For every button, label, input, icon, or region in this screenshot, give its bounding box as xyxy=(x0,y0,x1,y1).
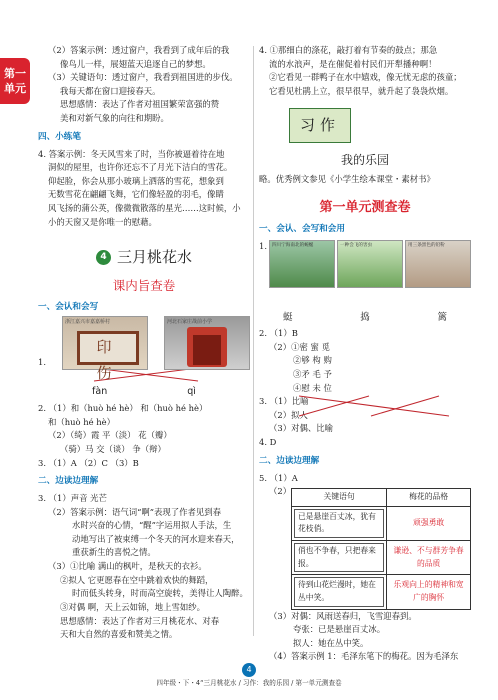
photo-insect-1 xyxy=(269,240,335,288)
table-cell-answer: 谦逊、不与群芳争春的品质 xyxy=(387,541,471,575)
table-header: 梅花的品格 xyxy=(387,489,471,507)
match-label: 捣 xyxy=(360,311,370,323)
answer-line: 仰起脸，你会从那小玻璃上洒落的雪花，想象到 xyxy=(48,175,224,186)
meihua-table xyxy=(291,488,471,609)
answer-line: 像鸟儿一样，展翅蓝天追逐自己的梦想。 xyxy=(60,58,211,69)
photo-fence xyxy=(405,240,471,288)
answer-line: 4. D xyxy=(259,437,277,447)
answer-line: 拟人：她在丛中笑。 xyxy=(293,637,369,648)
match-label: 篱 xyxy=(437,311,447,323)
q1-label: 1. xyxy=(259,240,267,251)
answer-line: （2）答案示例：透过窗户，我看到了成年后的我 xyxy=(48,45,230,55)
answer-line: 我每天都在窗口迎接春天。 xyxy=(60,85,161,96)
table-cell-answer: 顽强勇敢 xyxy=(387,506,471,540)
xizuo-banner xyxy=(259,108,471,142)
answer-line: （2）拟人 xyxy=(269,409,308,420)
answer-line: 流的水浪声，是在催促着村民们开犁播种啊！ xyxy=(269,58,437,69)
pinyin-option: fàn xyxy=(92,385,108,397)
photo-plaque xyxy=(62,316,148,382)
xizuo-label: 习作 xyxy=(289,108,351,142)
q1-label: 1. xyxy=(38,357,46,368)
table-row xyxy=(292,575,471,609)
photo-gate xyxy=(164,316,250,370)
answer-line: 洞似的屋里，也许你还忘不了月光下洁白的雪花。 xyxy=(48,162,233,173)
answer-line: ②够 构 购 xyxy=(293,355,332,366)
section-heading-yuedu: 二、边读边理解 xyxy=(38,476,99,487)
answer-line: （2）答案示例：语气词“啊”表现了作者见到春 xyxy=(48,506,222,517)
answer-line: （2） xyxy=(269,486,292,497)
answer-line: ②它看见一群鸭子在水中嬉戏，像无忧无虑的孩童； xyxy=(269,72,462,83)
table-header: 关键语句 xyxy=(292,489,387,507)
plaque-sign: 印 伤 xyxy=(77,331,139,365)
answer-line: 3. （1）声音 光芒 xyxy=(38,493,107,504)
table-cell: 待到山花烂漫时，她在丛中笑。 xyxy=(294,577,384,606)
answer-line: 4. ①那细白的涤花，敲打着有节奏的鼓点；那急 xyxy=(259,45,438,55)
lesson-number-badge: 4 xyxy=(96,250,111,265)
answer-line: 2. （1）和（huò hé hè） 和（huò hé hè） xyxy=(38,403,208,414)
answer-line: ③矛 毛 予 xyxy=(293,368,332,379)
section-heading-xiaolian: 四、小练笔 xyxy=(38,131,81,142)
answer-line: （3）关键语句：透过窗户，我看到祖国进的步伐。 xyxy=(48,72,238,83)
answer-line: （3）对偶：风雨送春归，飞雪迎春到。 xyxy=(269,610,417,621)
page-number: 4 xyxy=(242,663,256,677)
table-row xyxy=(292,506,471,540)
column-divider xyxy=(253,46,254,636)
answer-line: （4）答案示例 1：毛泽东笔下的梅花。因为毛泽东 xyxy=(269,651,459,662)
answer-line: ②拟人 它更愿春在空中跳着欢快的舞蹈， xyxy=(60,574,214,585)
answer-line: 美和对新气象的向往和期盼。 xyxy=(60,113,169,124)
unit-side-tab xyxy=(0,58,30,104)
answer-line: （3）对偶、比喻 xyxy=(269,423,333,434)
pinyin-option: qì xyxy=(187,385,196,397)
photo-caption: 河北石家庄战前小学 xyxy=(167,318,213,325)
pinyin-row xyxy=(38,384,250,399)
unit-test-title: 第一单元测查卷 xyxy=(319,199,411,215)
left-column xyxy=(38,44,250,642)
answer-line: 小的天窗又是你唯一的慰藉。 xyxy=(48,216,157,227)
answer-line: 思想感情：表达了作者对三月桃花水、对春 xyxy=(60,615,220,626)
answer-line: 3. （1）A （2）C （3）B xyxy=(38,457,139,468)
lesson-title xyxy=(38,245,250,269)
section-heading-yuedu: 二、边读边理解 xyxy=(259,455,320,466)
answer-line: 4. 答案示例：冬天风雪来了时，当你被逼着待在地 xyxy=(38,148,225,159)
answer-line: 2. （1）B xyxy=(259,328,298,339)
photo-caption: 四川宁海南北的蜿蜒 xyxy=(272,242,314,248)
photo-caption: 一种会飞的害虫 xyxy=(340,242,373,248)
matching-lines xyxy=(259,396,471,418)
photo-insect-2 xyxy=(337,240,403,288)
right-column xyxy=(259,44,471,664)
answer-line: 水时兴奋的心情，“醒”字运用拟人手法，生 xyxy=(72,520,232,531)
match-label: 蜓 xyxy=(283,311,293,323)
lesson-title-text: 三月桃花水 xyxy=(116,248,192,267)
photo-caption: 用三条黑色的铅粉 xyxy=(408,242,445,248)
essay-note: 略。优秀例文参见《小学生绘本课堂・素材书》 xyxy=(259,174,435,185)
answer-line: （3）①比喻 满山的枫叶，是秋天的衣衫。 xyxy=(48,561,207,572)
q5-table-wrap xyxy=(259,485,471,609)
q1-image-row xyxy=(38,316,250,382)
answer-line: 天和大自然的喜爱和赞美之情。 xyxy=(60,629,178,640)
answer-line: 3. （1）比喻 xyxy=(259,396,309,407)
q1-image-row xyxy=(259,240,471,288)
match-labels xyxy=(259,310,471,325)
table-cell: 已是悬崖百丈冰，犹有花枝俏。 xyxy=(294,509,384,538)
answer-line: ④慰 未 位 xyxy=(293,382,332,393)
table-cell-answer: 乐观向上的精神和宽广的胸怀 xyxy=(387,575,471,609)
section-heading-huiren: 一、会认和会写 xyxy=(38,301,99,312)
answer-line: 夸张：已是悬崖百丈冰。 xyxy=(293,624,386,635)
answer-line: 5. （1）A xyxy=(259,472,298,483)
answer-line: 它看见杜鹃上立，很早很早，就升起了袅袅炊烟。 xyxy=(269,85,454,96)
gate-door-shape xyxy=(193,335,221,365)
table-cell: 俏也不争春，只把春来报。 xyxy=(294,543,384,572)
answer-line: 无数雪花在翩翩飞舞，它们像轻盈的羽毛，像睛 xyxy=(48,189,224,200)
answer-line: 重获新生的喜悦之情。 xyxy=(72,547,156,558)
answer-line: 和（huò hé hè） xyxy=(48,416,115,427)
page-footer: 四年级・下・4“三月桃花水 / 习作：我的乐园 / 第一单元测查卷 xyxy=(156,679,342,687)
photo-caption: 浙江嘉兴市嘉嘉桥村 xyxy=(65,318,111,325)
answer-line: （骑）马 交（谈） 争（辩） xyxy=(60,443,166,454)
unit-tab-line2: 单元 xyxy=(4,82,26,95)
quiz-title: 课内旨查卷 xyxy=(112,277,176,293)
section-heading-huiren: 一、会认、会写和会用 xyxy=(259,223,345,234)
answer-line: 风飞扬的蒲公英，像微微散落的星光……这时候，小 xyxy=(48,203,241,214)
table-row xyxy=(292,541,471,575)
unit-tab-line1: 第一 xyxy=(4,67,26,80)
answer-line: 时而低头转身，时而高空旋转，美得让人陶醉。 xyxy=(72,588,248,599)
answer-line: 思想感情：表达了作者对祖国繁荣富强的赞 xyxy=(60,99,220,110)
essay-title: 我的乐园 xyxy=(340,152,389,167)
answer-line: ③对偶 啊，天上云如锦，地上雪如纱。 xyxy=(60,601,206,612)
answer-line: 动地写出了被束缚一个冬天的河水迎来春天， xyxy=(72,533,240,544)
answer-line: （2）①密 蜜 觅 xyxy=(269,341,330,352)
answer-line: （2）（绮）霞 平（淡） 花（瓣） xyxy=(48,430,172,441)
